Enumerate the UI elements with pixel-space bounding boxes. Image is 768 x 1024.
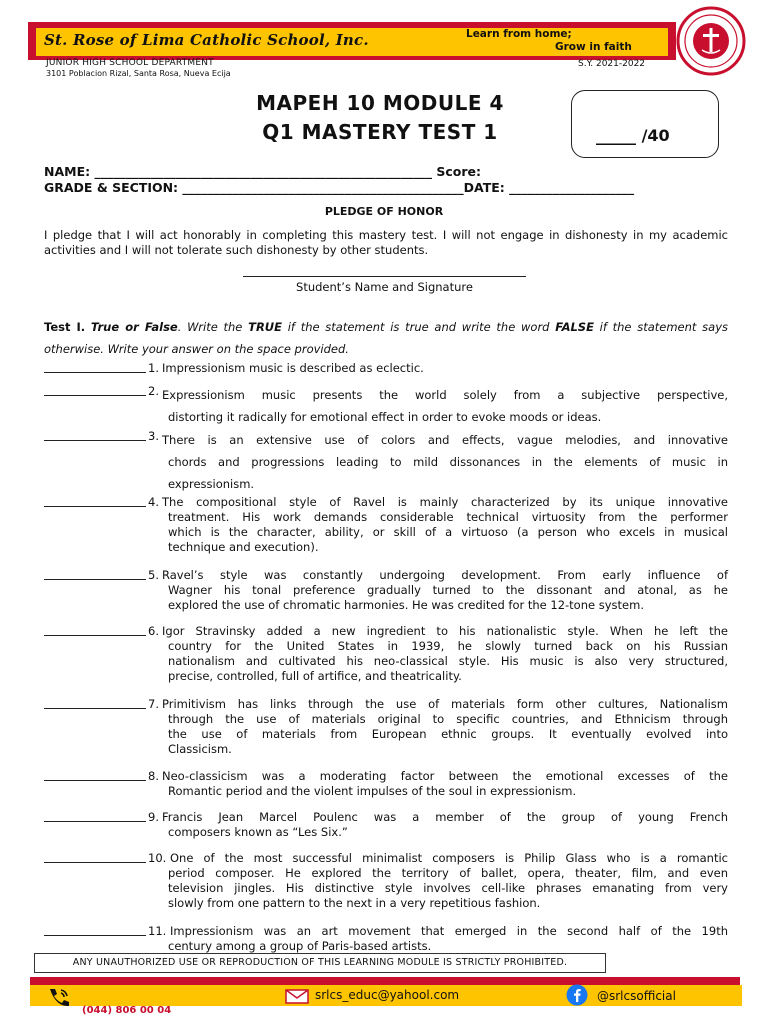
instr-label: Test I. (44, 320, 86, 334)
question-text (162, 769, 728, 799)
question-line: Romantic period and the violent impulses of the soul in expressionism. (168, 784, 577, 798)
instr-false-word: FALSE (555, 320, 594, 334)
answer-blank[interactable] (44, 924, 146, 936)
question-line: Wagner his tonal preference gradually turned to the dissonant and atonal, as he (168, 583, 728, 597)
instr-true-word: TRUE (248, 320, 283, 334)
question-line: Igor Stravinsky added a new ingredient to his nationalistic style. When he left the (162, 624, 728, 638)
phone-number: (044) 806 00 04 (82, 1005, 172, 1016)
answer-blank[interactable] (44, 769, 146, 781)
question-line: Neo-classicism was a moderating factor between the emotional excesses of the (162, 769, 728, 783)
question-number: 7. (148, 697, 159, 711)
name-field-row: NAME: ______________________________________________________ Score: (44, 164, 481, 179)
question-line: through the use of materials original to specific countries, and Ethnicism through (168, 712, 728, 726)
question-number: 10. (148, 851, 167, 865)
question-line: technique and execution). (168, 540, 319, 554)
question-line: Expressionism music presents the world solely from a subjective perspective, (162, 388, 728, 402)
pledge-title: PLEDGE OF HONOR (324, 205, 444, 218)
question-line: period composer. He explored the territory of ballet, opera, theater, film, and even (168, 866, 728, 880)
school-name: St. Rose of Lima Catholic School, Inc. (44, 31, 369, 49)
question-line: Impressionism music is described as eclectic. (162, 361, 424, 375)
module-title: MAPEH 10 MODULE 4 (256, 91, 504, 115)
question-line: which is the character, ability, or skill of a virtuoso (a person who excels in musical (168, 525, 728, 539)
grade-section-field-row: GRADE & SECTION: _____________________________________________DATE: ____________________ (44, 180, 635, 195)
facebook-handle: @srlcsofficial (597, 989, 676, 1003)
question-text (162, 624, 728, 684)
copyright-notice: ANY UNAUTHORIZED USE OR REPRODUCTION OF THIS LEARNING MODULE IS STRICTLY PROHIBITED. (34, 953, 606, 973)
question-text (162, 810, 728, 840)
question-line: Primitivism has links through the use of materials form other cultures, Nationalism (162, 697, 728, 711)
question-number: 11. (148, 924, 167, 938)
question-number: 5. (148, 568, 159, 582)
answer-blank[interactable] (44, 495, 146, 507)
motto-line-2: Grow in faith (555, 41, 632, 53)
question-text (162, 384, 728, 428)
question-number: 9. (148, 810, 159, 824)
question-line: Francis Jean Marcel Poulenc was a member of the group of young French (162, 810, 728, 824)
question-text (162, 429, 728, 495)
motto-line-1: Learn from home; (466, 28, 572, 40)
question-line: expressionism. (168, 477, 255, 491)
question-line: country for the United States in 1939, he slowly turned back on his Russian (168, 639, 728, 653)
question-line: composers known as “Les Six.” (168, 825, 348, 839)
question-text (170, 851, 728, 911)
answer-blank[interactable] (44, 697, 146, 709)
question-number: 1. (148, 361, 159, 375)
question-number: 3. (148, 429, 159, 443)
answer-blank[interactable] (44, 361, 146, 373)
answer-blank[interactable] (44, 568, 146, 580)
question-text (162, 361, 728, 376)
question-text (162, 568, 728, 613)
question-text (162, 697, 728, 757)
footer-red-band (30, 977, 740, 985)
question-line: Classicism. (168, 742, 232, 756)
email-icon (285, 989, 309, 1004)
question-line: the use of materials from European ethnic groups. It eventually evolved into (168, 727, 728, 741)
test-title: Q1 MASTERY TEST 1 (262, 120, 498, 144)
question-line: precise, controlled, full of artifice, and theatricality. (168, 669, 462, 683)
question-line: Ravel’s style was constantly undergoing development. From early influence of (162, 568, 728, 582)
facebook-icon (566, 984, 588, 1006)
instr-part2: if the statement is true and write the word (287, 320, 550, 334)
question-line: The compositional style of Ravel is mainly characterized by its unique innovative (162, 495, 728, 509)
question-line: television jingles. His distinctive style involves cell-like phrases emanating from very (168, 881, 728, 895)
question-line: nationalism and cultivated his neo-classical style. His music is also very structured, (168, 654, 728, 668)
email-address: srlcs_educ@yahool.com (315, 988, 460, 1002)
question-number: 4. (148, 495, 159, 509)
answer-blank[interactable] (44, 851, 146, 863)
test-instructions: Test I. True or False. Write the TRUE if the statement is true and write the word FALSE if the statement says otherwise. Write your answer on the space provided. (44, 320, 728, 356)
department-label: JUNIOR HIGH SCHOOL DEPARTMENT (46, 58, 214, 68)
instr-part3: if the statement says otherwise. Write your answer on the space provided. (44, 320, 728, 356)
phone-icon (46, 987, 72, 1007)
question-text (170, 924, 728, 954)
answer-blank[interactable] (44, 384, 146, 396)
question-number: 8. (148, 769, 159, 783)
answer-blank[interactable] (44, 810, 146, 822)
question-line: There is an extensive use of colors and effects, vague melodies, and innovative (162, 433, 728, 447)
instr-part1: Write the (187, 320, 243, 334)
question-line: One of the most successful minimalist composers is Philip Glass who is a romantic (170, 851, 728, 865)
question-line: distorting it radically for emotional effect in order to evoke moods or ideas. (168, 410, 602, 424)
school-seal-icon (676, 6, 746, 76)
school-year: S.Y. 2021-2022 (578, 59, 646, 69)
score-blank: _____ /40 (596, 126, 670, 145)
question-text (162, 495, 728, 555)
answer-blank[interactable] (44, 624, 146, 636)
instr-type: True or False (90, 320, 178, 334)
question-line: Impressionism was an art movement that emerged in the second half of the 19th (170, 924, 728, 938)
question-line: treatment. His work demands considerable technical virtuosity from the performer (168, 510, 728, 524)
question-number: 2. (148, 384, 159, 398)
question-line: slowly from one pattern to the next in a very repetitious fashion. (168, 896, 541, 910)
school-address: 3101 Poblacion Rizal, Santa Rosa, Nueva Ecija (46, 69, 231, 78)
answer-blank[interactable] (44, 429, 146, 441)
question-line: explored the use of chromatic harmonies. He was credited for the 12-tone system. (168, 598, 644, 612)
question-line: chords and progressions leading to mild dissonances in the elements of music in (168, 455, 728, 469)
question-line: century among a group of Paris-based artists. (168, 939, 432, 953)
score-box (571, 90, 719, 158)
signature-label: Student’s Name and Signature (296, 280, 473, 294)
question-number: 6. (148, 624, 159, 638)
pledge-text: I pledge that I will act honorably in completing this mastery test. I will not engage in dishonesty in my academic activities and I will not tolerate such dishonesty by other students. (44, 228, 728, 257)
signature-line (243, 276, 526, 277)
